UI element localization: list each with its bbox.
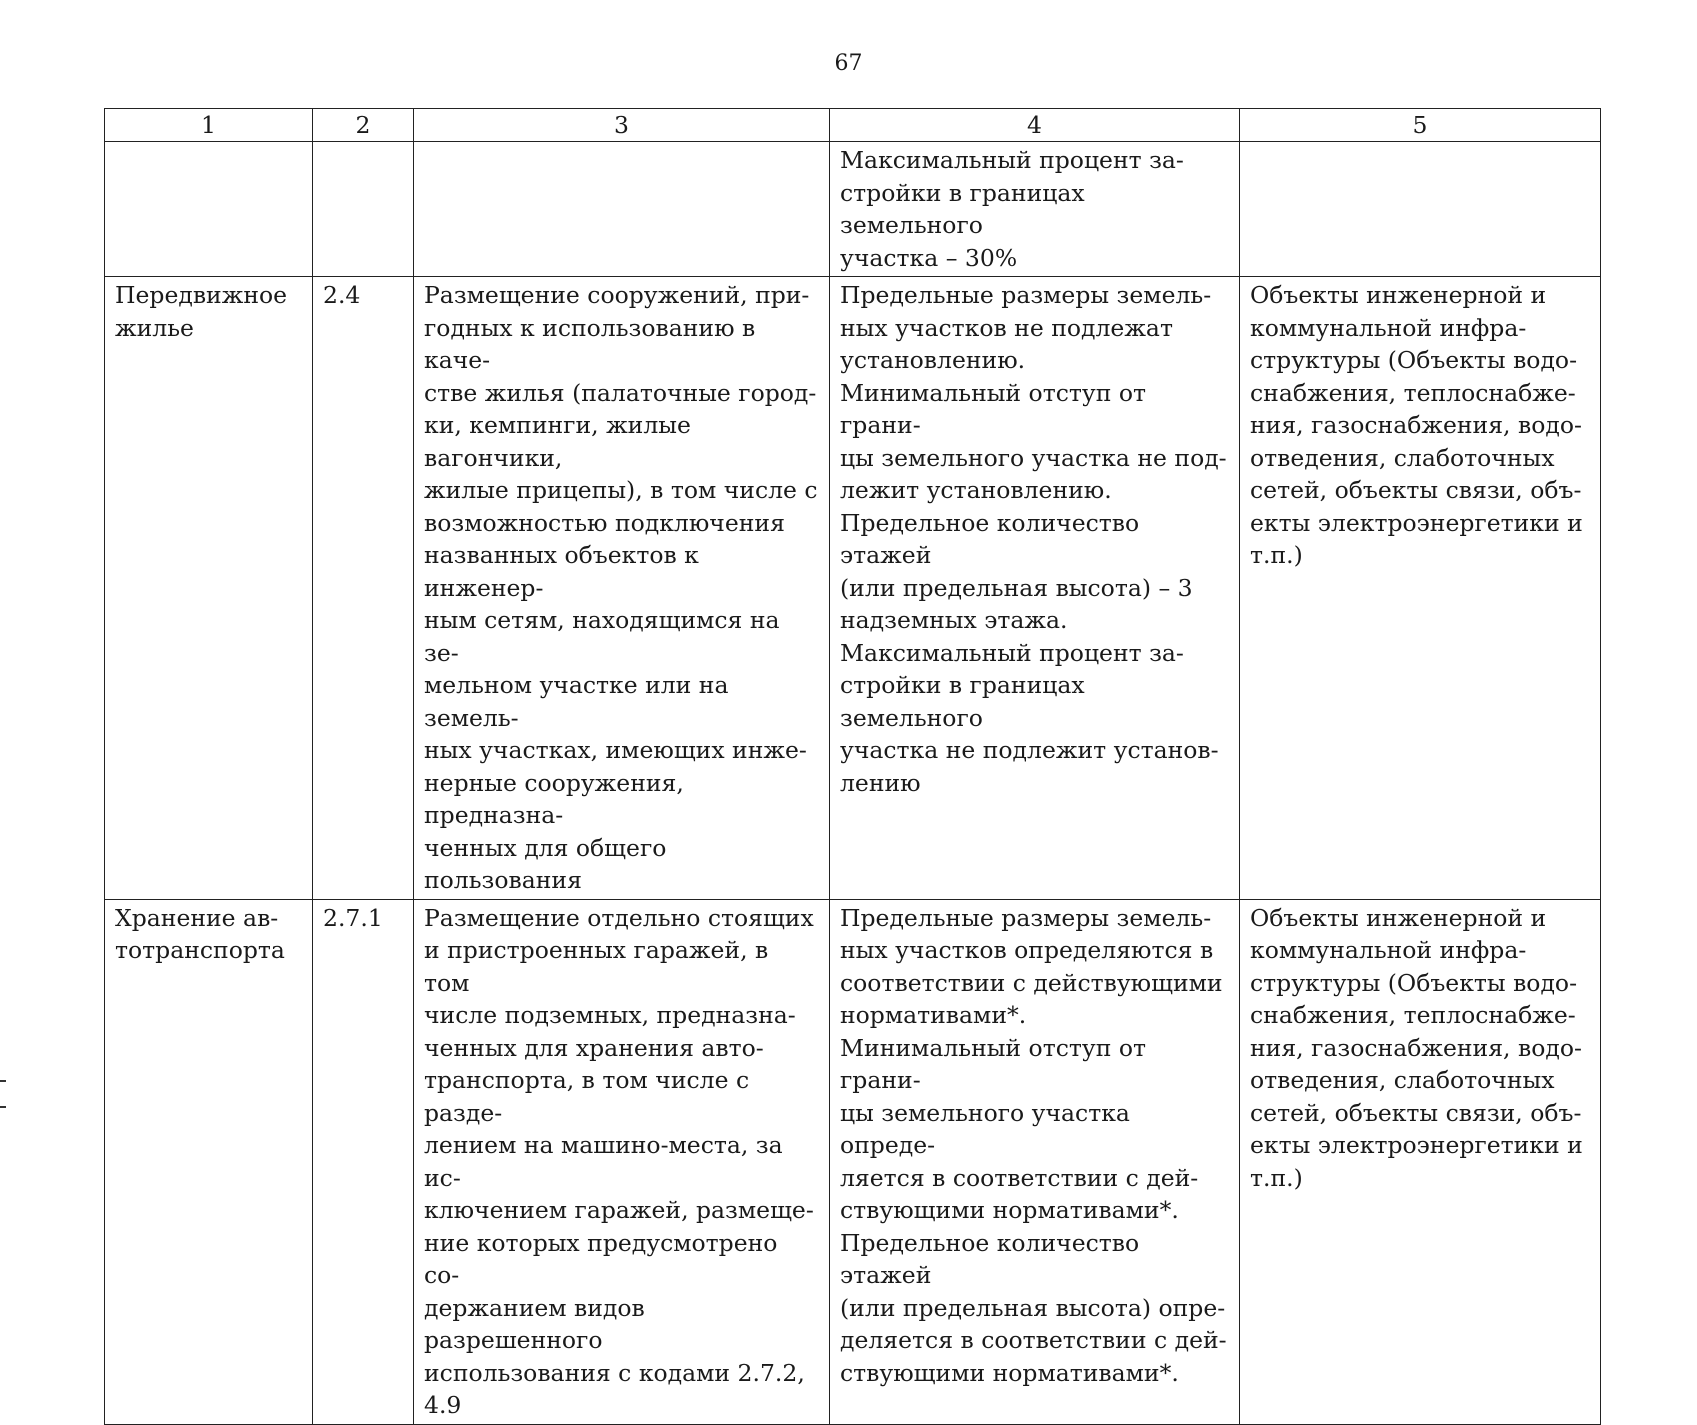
use-code-cell: 2.4 <box>313 277 414 900</box>
table-row <box>105 899 1601 1424</box>
table-row <box>105 277 1601 900</box>
column-header: 5 <box>1240 109 1601 142</box>
scan-mark <box>0 1106 6 1108</box>
use-name-cell: Передвижное жилье <box>105 277 313 900</box>
use-description-cell: Размещение сооружений, при- годных к использованию в каче- стве жилья (палаточные город- ки, кемпинги, жилые вагончики, жилые прицепы), в том числе с возможностью подключения названных объектов к инженер- ным сетям, находящимся на зе- мельном участке или на земель- ных участках, имеющих инже- нерные сооружения, предназна- ченных для общего пользования <box>414 277 830 900</box>
column-header: 4 <box>830 109 1240 142</box>
land-use-table <box>104 108 1601 1425</box>
scan-mark <box>0 1080 6 1082</box>
table-header-row <box>105 109 1601 142</box>
column-header: 2 <box>313 109 414 142</box>
use-code-cell: 2.7.1 <box>313 899 414 1424</box>
use-name-cell <box>105 142 313 277</box>
column-header: 3 <box>414 109 830 142</box>
use-name-cell: Хранение ав- тотранспорта <box>105 899 313 1424</box>
use-description-cell: Размещение отдельно стоящих и пристроенных гаражей, в том числе подземных, предназна- ченных для хранения авто- транспорта, в том числе с разде- лением на машино-места, за ис- ключением гаражей, размеще- ние которых предусмотрено со- держанием видов разрешенного использования с кодами 2.7.2, 4.9 <box>414 899 830 1424</box>
use-description-cell <box>414 142 830 277</box>
scan-edge-marks <box>0 1080 6 1132</box>
column-header: 1 <box>105 109 313 142</box>
use-objects-cell: Объекты инженерной и коммунальной инфра- структуры (Объекты водо- снабжения, теплоснабже- ния, газоснабжения, водо- отведения, слаботочных сетей, объекты связи, объ- екты электроэнергетики и т.п.) <box>1240 277 1601 900</box>
page-number: 67 <box>834 51 863 76</box>
use-parameters-cell: Предельные размеры земель- ных участков определяются в соответствии с действующими нормативами*. Минимальный отступ от грани- цы земельного участка опреде- ляется в соответствии с дей- ствующими нормативами*. Предельное количество этажей (или предельная высота) опре- деляется в соответствии с дей- ствующими нормативами*. <box>830 899 1240 1424</box>
use-parameters-cell: Максимальный процент за- стройки в границах земельного участка – 30% <box>830 142 1240 277</box>
use-objects-cell: Объекты инженерной и коммунальной инфра- структуры (Объекты водо- снабжения, теплоснабже- ния, газоснабжения, водо- отведения, слаботочных сетей, объекты связи, объ- екты электроэнергетики и т.п.) <box>1240 899 1601 1424</box>
table-row <box>105 142 1601 277</box>
use-parameters-cell: Предельные размеры земель- ных участков не подлежат установлению. Минимальный отступ от грани- цы земельного участка не под- лежит установлению. Предельное количество этажей (или предельная высота) – 3 надземных этажа. Максимальный процент за- стройки в границах земельного участка не подлежит установ- лению <box>830 277 1240 900</box>
use-objects-cell <box>1240 142 1601 277</box>
use-code-cell <box>313 142 414 277</box>
